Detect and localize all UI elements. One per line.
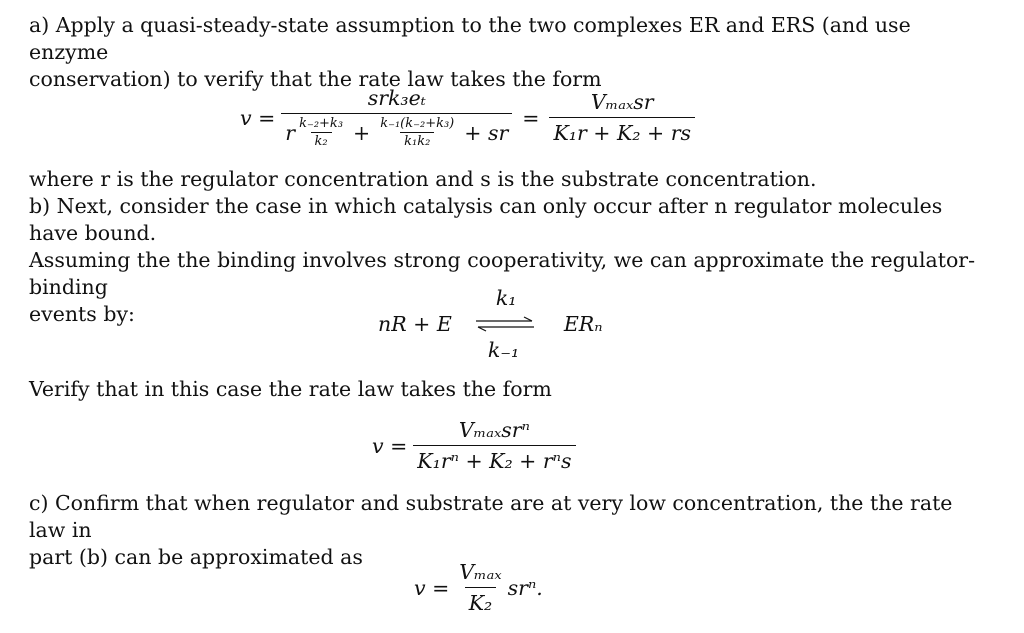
- reaction-left: nR + E: [378, 312, 452, 336]
- part-c-line-1: c) Confirm that when regulator and substrate are at very low concentration, the the rate law in: [29, 491, 953, 542]
- eq3-tail: srⁿ.: [507, 575, 543, 600]
- eq1-den-frac-1: [295, 116, 347, 149]
- forward-rate-label: k₁: [495, 286, 517, 310]
- eq1-equals: =: [522, 105, 540, 130]
- verify-text: [29, 376, 979, 403]
- reverse-rate-label: k₋₁: [487, 338, 520, 362]
- reaction-right: ERₙ: [563, 312, 603, 336]
- part-c-line-2: part (b) can be approximated as: [29, 545, 363, 569]
- part-a-line-1: a) Apply a quasi-steady-state assumption to the two complexes ER and ERS (and use enzyme: [29, 13, 911, 64]
- eq3-fraction: [455, 560, 505, 615]
- verify-line: Verify that in this case the rate law takes the form: [29, 377, 552, 401]
- eq2-numerator: Vₘₐₓsrⁿ: [458, 418, 530, 442]
- part-b-line-3: events by:: [29, 302, 135, 326]
- eq1-den-frac-2-den: k₁k₂: [400, 132, 434, 149]
- eq1-main-fraction: [281, 86, 512, 149]
- eq1-den-frac-1-num: k₋₂+k₃: [299, 116, 344, 131]
- rate-law-equation-b: [372, 418, 576, 473]
- eq3-lhs: v =: [414, 575, 450, 600]
- where-line: where r is the regulator concentration and s is the substrate concentration.: [29, 167, 817, 191]
- part-c-text: [29, 490, 979, 571]
- eq2-denominator: K₁rⁿ + K₂ + rⁿs: [413, 445, 575, 473]
- eq3-numerator: Vₘₐₓ: [459, 560, 502, 584]
- eq2-lhs: v =: [372, 433, 408, 458]
- equilibrium-arrow-icon: [474, 286, 536, 362]
- part-b-line-2: Assuming the the binding involves strong cooperativity, we can approximate the regulator-binding: [29, 248, 976, 299]
- eq1-rhs-denominator: K₁r + K₂ + rs: [549, 117, 695, 145]
- eq1-numerator: srk₃eₜ: [367, 86, 426, 110]
- part-b-line-1: b) Next, consider the case in which catalysis can only occur after n regulator molecules have bound.: [29, 194, 943, 245]
- eq1-den-frac-1-den: k₂: [311, 132, 332, 149]
- eq1-denominator: [281, 113, 512, 149]
- eq1-den-plus: +: [353, 120, 371, 145]
- rate-law-equation-a: [240, 86, 695, 149]
- reaction-scheme: [378, 286, 603, 362]
- eq1-den-tail: + sr: [464, 120, 509, 145]
- eq1-lhs: v =: [240, 105, 276, 130]
- part-a-line-2: conservation) to verify that the rate law takes the form: [29, 67, 602, 91]
- eq2-fraction: [413, 418, 575, 473]
- eq1-den-frac-2-num: k₋₁(k₋₂+k₃): [380, 116, 455, 131]
- eq1-rhs-fraction: [549, 90, 695, 145]
- part-a-text: [29, 12, 979, 93]
- eq1-den-prefix: r: [285, 120, 296, 145]
- eq3-denominator: K₂: [465, 587, 497, 615]
- harpoon-arrows-icon: [474, 316, 536, 332]
- eq1-rhs-numerator: Vₘₐₓsr: [590, 90, 654, 114]
- eq1-den-frac-2: [376, 116, 458, 149]
- approx-rate-law-equation: [414, 560, 543, 615]
